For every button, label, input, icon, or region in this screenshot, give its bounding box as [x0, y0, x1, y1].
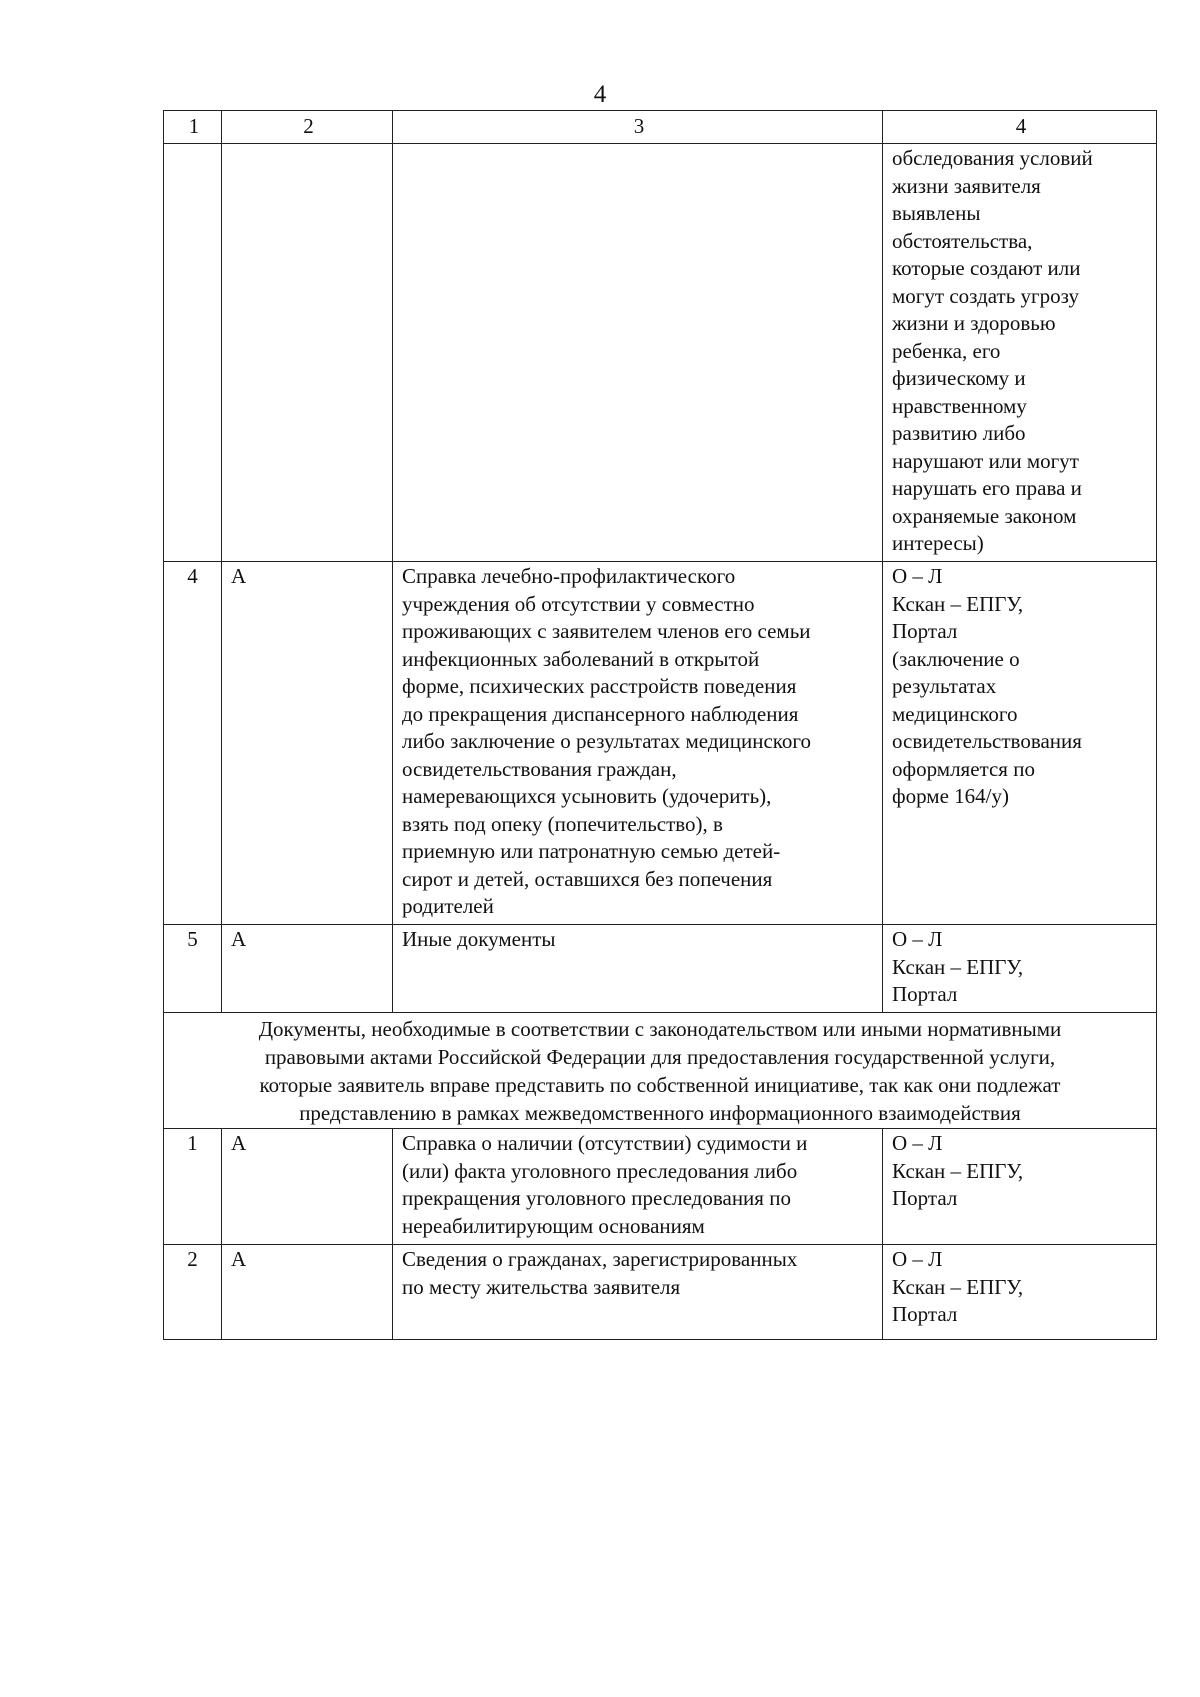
table-row [164, 144, 1157, 562]
column-header-2: 2 [222, 111, 393, 144]
column-number-row [164, 111, 1157, 144]
row-notes: О – Л Кскан – ЕПГУ, Портал [883, 925, 1157, 1013]
section-header: Документы, необходимые в соответствии с законодательством или иными нормативными правовыми актами Российской Федерации для предоставления государственной услуги, которые заявитель вправе представить по собственной инициативе, так как они подлежат представлению в рамках межведомственного информационного взаимодействия [164, 1013, 1157, 1129]
row-category [222, 144, 393, 562]
row-document: Иные документы [393, 925, 883, 1013]
section-header-row [164, 1013, 1157, 1129]
row-number: 1 [164, 1129, 222, 1245]
row-number: 4 [164, 562, 222, 925]
row-document: Сведения о гражданах, зарегистрированных по месту жительства заявителя [393, 1245, 883, 1340]
row-notes: О – Л Кскан – ЕПГУ, Портал [883, 1129, 1157, 1245]
table-row [164, 925, 1157, 1013]
row-document: Справка лечебно-профилактического учреждения об отсутствии у совместно проживающих с заявителем членов его семьи инфекционных заболеваний в открытой форме, психических расстройств поведения до прекращения диспансерного наблюдения либо заключение о результатах медицинского освидетельствования граждан, намеревающихся усыновить (удочерить), взять под опеку (попечительство), в приемную или патронатную семью детей- сирот и детей, оставшихся без попечения родителей [393, 562, 883, 925]
row-number: 2 [164, 1245, 222, 1340]
row-number [164, 144, 222, 562]
row-category: А [222, 925, 393, 1013]
column-header-4: 4 [883, 111, 1157, 144]
table-row [164, 562, 1157, 925]
table-row [164, 1245, 1157, 1340]
row-document [393, 144, 883, 562]
page-number: 4 [593, 81, 607, 108]
documents-table [163, 110, 1157, 1340]
column-header-1: 1 [164, 111, 222, 144]
row-notes: О – Л Кскан – ЕПГУ, Портал [883, 1245, 1157, 1340]
row-document: Справка о наличии (отсутствии) судимости и (или) факта уголовного преследования либо прекращения уголовного преследования по нереабилитирующим основаниям [393, 1129, 883, 1245]
row-notes: О – Л Кскан – ЕПГУ, Портал (заключение о результатах медицинского освидетельствования оформляется по форме 164/у) [883, 562, 1157, 925]
column-header-3: 3 [393, 111, 883, 144]
row-notes: обследования условий жизни заявителя выявлены обстоятельства, которые создают или могут создать угрозу жизни и здоровью ребенка, его физическому и нравственному развитию либо нарушают или могут нарушать его права и охраняемые законом интересы) [883, 144, 1157, 562]
row-number: 5 [164, 925, 222, 1013]
row-category: А [222, 1129, 393, 1245]
table-row [164, 1129, 1157, 1245]
row-category: А [222, 562, 393, 925]
row-category: А [222, 1245, 393, 1340]
